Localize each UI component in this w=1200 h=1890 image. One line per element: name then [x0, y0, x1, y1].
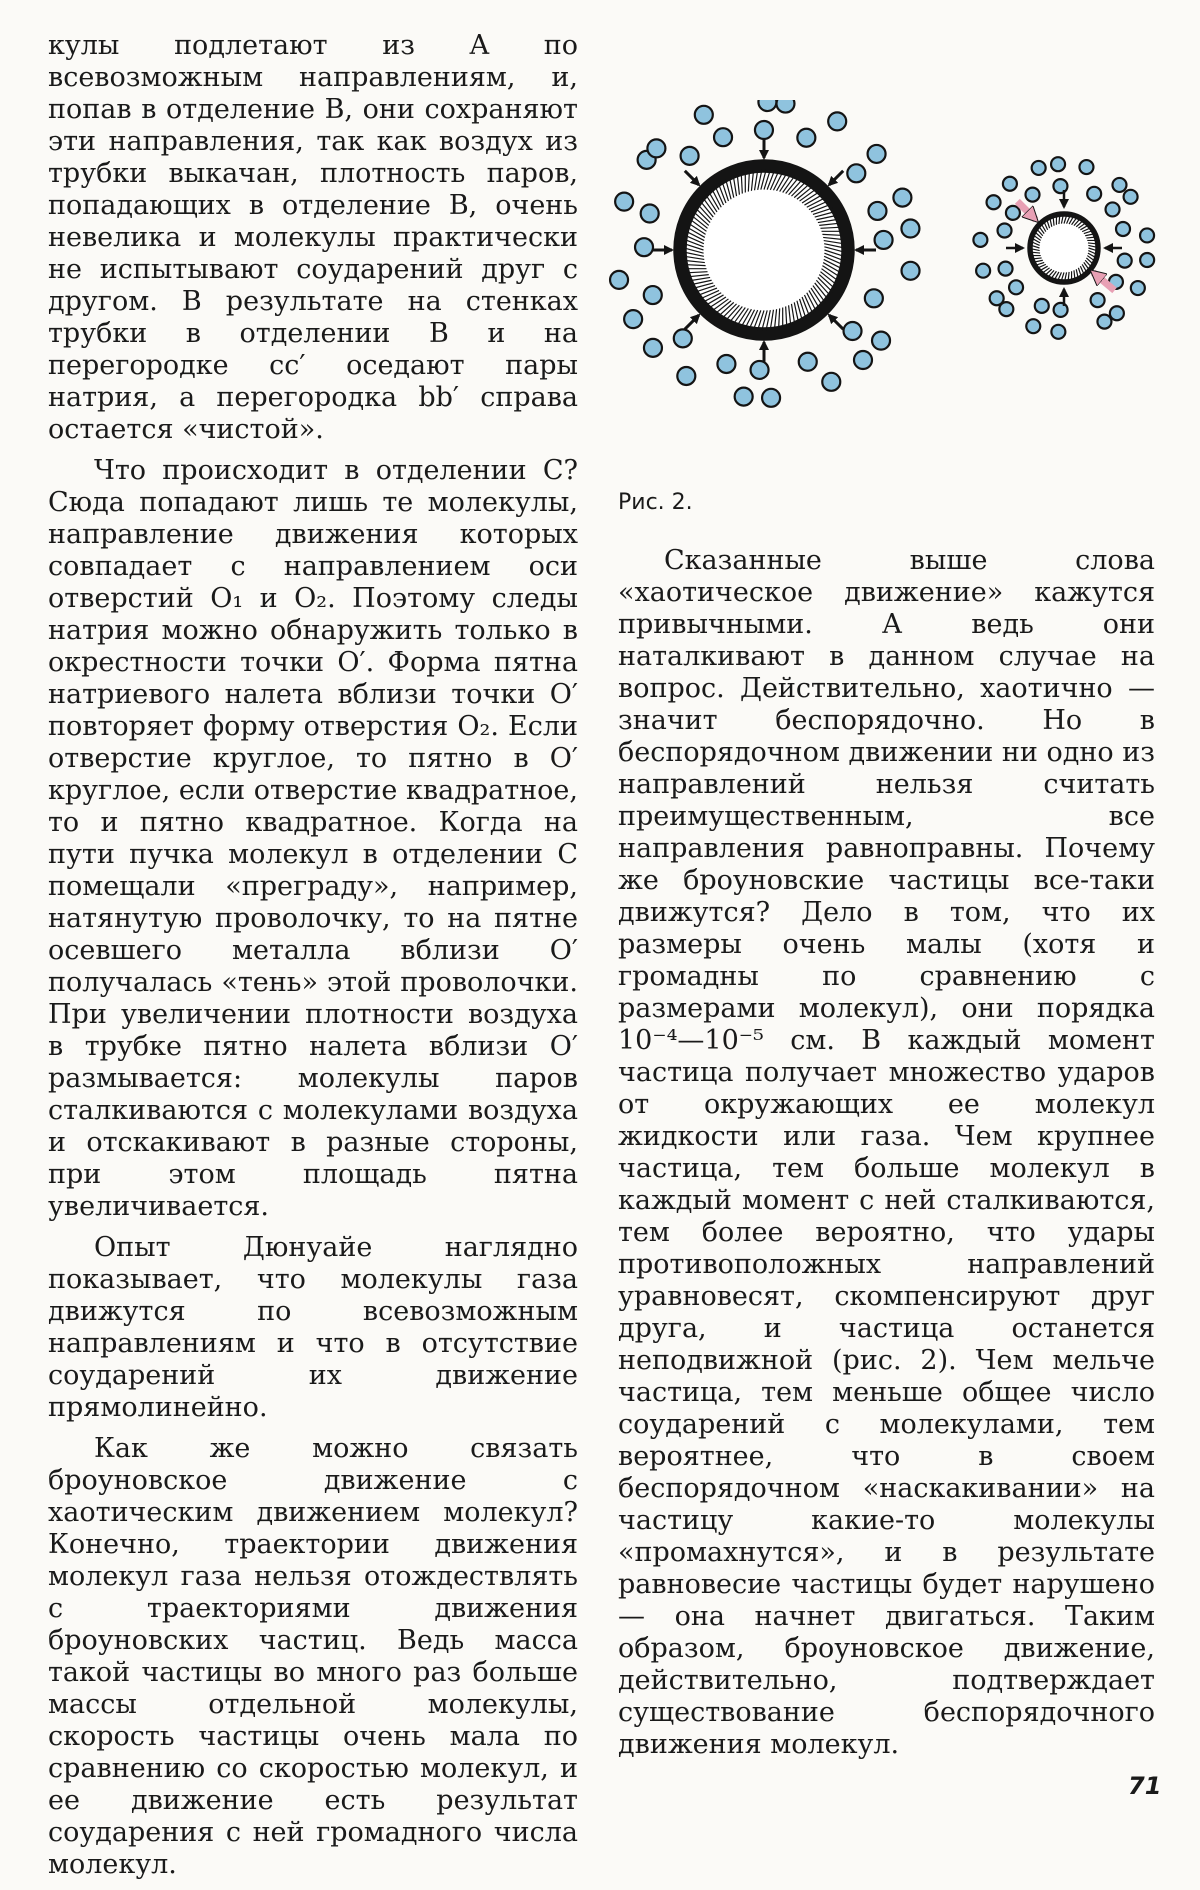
molecule [1053, 179, 1067, 193]
molecule [1140, 253, 1154, 267]
molecule [854, 351, 872, 369]
molecule [1097, 315, 1111, 329]
molecule [735, 388, 753, 406]
molecule [635, 238, 653, 256]
large-particle-group [610, 100, 919, 407]
molecule [695, 106, 713, 124]
molecule [1079, 160, 1093, 174]
molecule [762, 389, 780, 407]
molecule [990, 291, 1004, 305]
molecule [758, 100, 776, 111]
figure-brownian-particles [604, 100, 1170, 420]
right-column [618, 545, 1155, 1770]
impact-arrow [685, 171, 699, 185]
molecule [865, 289, 883, 307]
molecule [1131, 281, 1145, 295]
molecule [641, 204, 659, 222]
molecule [998, 223, 1012, 237]
molecule [717, 355, 735, 373]
molecule [875, 231, 893, 249]
left-column [48, 30, 578, 1890]
molecule [1124, 190, 1138, 204]
paragraph-3: Опыт Дюнуайе наглядно показывает, что молекулы газа движутся по всевозможным направлениям и что в отсутствие соударений их движение прямолинейно. [48, 1232, 578, 1424]
molecule [1006, 206, 1020, 220]
paragraph-2: Что происходит в отделении C? Сюда попадают лишь те молекулы, направление движения которых совпадает с направлением оси отверстий O₁ и O₂. Поэтому следы натрия можно обнаружить только в окрестности точки O′. Форма пятна натриевого налета вблизи точки O′ повторяет форму отверстия O₂. Если отверстие круглое, то пятно в O′ круглое, если отверстие квадратное, то и пятно квадратное. Когда на пути пучка молекул в отделении C помещали «преграду», например, натянутую проволочку, то на пятне осевшего металла вблизи O′ получалась «тень» этой проволочки. При увеличении плотности воздуха в трубке пятно налета вблизи O′ размывается: молекулы паров сталкиваются с молекулами воздуха и отскакивают в разные стороны, при этом площадь пятна увеличивается. [48, 455, 578, 1223]
small-particle-group [973, 157, 1154, 339]
molecule [1032, 161, 1046, 175]
molecule [902, 262, 920, 280]
molecule [615, 193, 633, 211]
molecule [973, 233, 987, 247]
molecule [681, 147, 699, 165]
molecule [647, 139, 665, 157]
molecule [1087, 187, 1101, 201]
molecule [1118, 254, 1132, 268]
molecule [1106, 202, 1120, 216]
molecule [677, 367, 695, 385]
molecule [1051, 157, 1065, 171]
molecule [1026, 188, 1040, 202]
molecule [797, 129, 815, 147]
molecule [1054, 303, 1068, 317]
molecule [976, 264, 990, 278]
molecule [828, 112, 846, 130]
molecule [1116, 222, 1130, 236]
impact-arrow [829, 315, 843, 329]
impact-arrow [685, 315, 699, 329]
molecule [1003, 177, 1017, 191]
molecule [893, 189, 911, 207]
molecule [868, 202, 886, 220]
molecule [1091, 293, 1105, 307]
molecule [1009, 280, 1023, 294]
molecule [1112, 178, 1126, 192]
paragraph-4: Как же можно связать броуновское движение с хаотическим движением молекул? Конечно, траектории движения молекул газа нельзя отождествлять с траекториями движения броуновских частиц. Ведь масса такой частицы во много раз больше массы отдельной молекулы, скорость частицы очень мала по сравнению со скоростью молекул, и ее движение есть результат соударения с ней громадного числа молекул. [48, 1433, 578, 1881]
molecule [714, 128, 732, 146]
impact-arrow [829, 171, 843, 185]
particle-disc [680, 166, 848, 334]
page-number: 71 [1128, 1772, 1161, 1800]
molecule [999, 262, 1013, 276]
molecule [1035, 299, 1049, 313]
molecule [624, 310, 642, 328]
molecule [755, 121, 773, 139]
molecule [776, 100, 794, 113]
molecule [868, 145, 886, 163]
molecule [987, 195, 1001, 209]
paragraph-1: кулы подлетают из A по всевозможным направлениям, и, попав в отделение B, они сохраняют эти направления, так как воздух из трубки выкачан, плотность паров, попадающих в отделение B, очень невелика и молекулы практически не испытывают соударений друг с другом. В результате на стенках трубки в отделении B и на перегородке cc′ оседают пары натрия, а перегородка bb′ справа остается «чистой». [48, 30, 578, 446]
molecule [610, 271, 628, 289]
particle-disc [1030, 214, 1098, 282]
molecule [751, 361, 769, 379]
molecule [847, 164, 865, 182]
molecule [1140, 228, 1154, 242]
molecule [1026, 319, 1040, 333]
molecule [822, 373, 840, 391]
figure-caption: Рис. 2. [618, 490, 693, 515]
molecule [901, 220, 919, 238]
molecule [844, 322, 862, 340]
molecule [644, 339, 662, 357]
molecule [644, 286, 662, 304]
paragraph-5: Сказанные выше слова «хаотическое движение» кажутся привычными. А ведь они наталкивают в данном случае на вопрос. Действительно, хаотично — значит беспорядочно. Но в беспорядочном движении ни одно из направлений нельзя считать преимущественным, все направления равноправны. Почему же броуновские частицы все-таки движутся? Дело в том, что их размеры очень малы (хотя и громадны по сравнению с размерами молекул), они порядка 10⁻⁴—10⁻⁵ см. В каждый момент частица получает множество ударов от окружающих ее молекул жидкости или газа. Чем крупнее частица, тем больше молекул в каждый момент с ней сталкиваются, тем более вероятно, что удары противоположных направлений уравновесят, скомпенсируют друг друга, и частица останется неподвижной (рис. 2). Чем мельче частица, тем меньше общее число соударений с молекулами, тем вероятнее, что в своем беспорядочном «наскакивании» на частицу какие-то молекулы «промахнутся», и в результате равновесие частицы будет нарушено — она начнет двигаться. Таким образом, броуновское движение, действительно, подтверждает существование беспорядочного движения молекул. [618, 545, 1155, 1761]
molecule [674, 329, 692, 347]
molecule [799, 353, 817, 371]
molecule [872, 332, 890, 350]
molecule [1051, 325, 1065, 339]
molecule [1110, 306, 1124, 320]
